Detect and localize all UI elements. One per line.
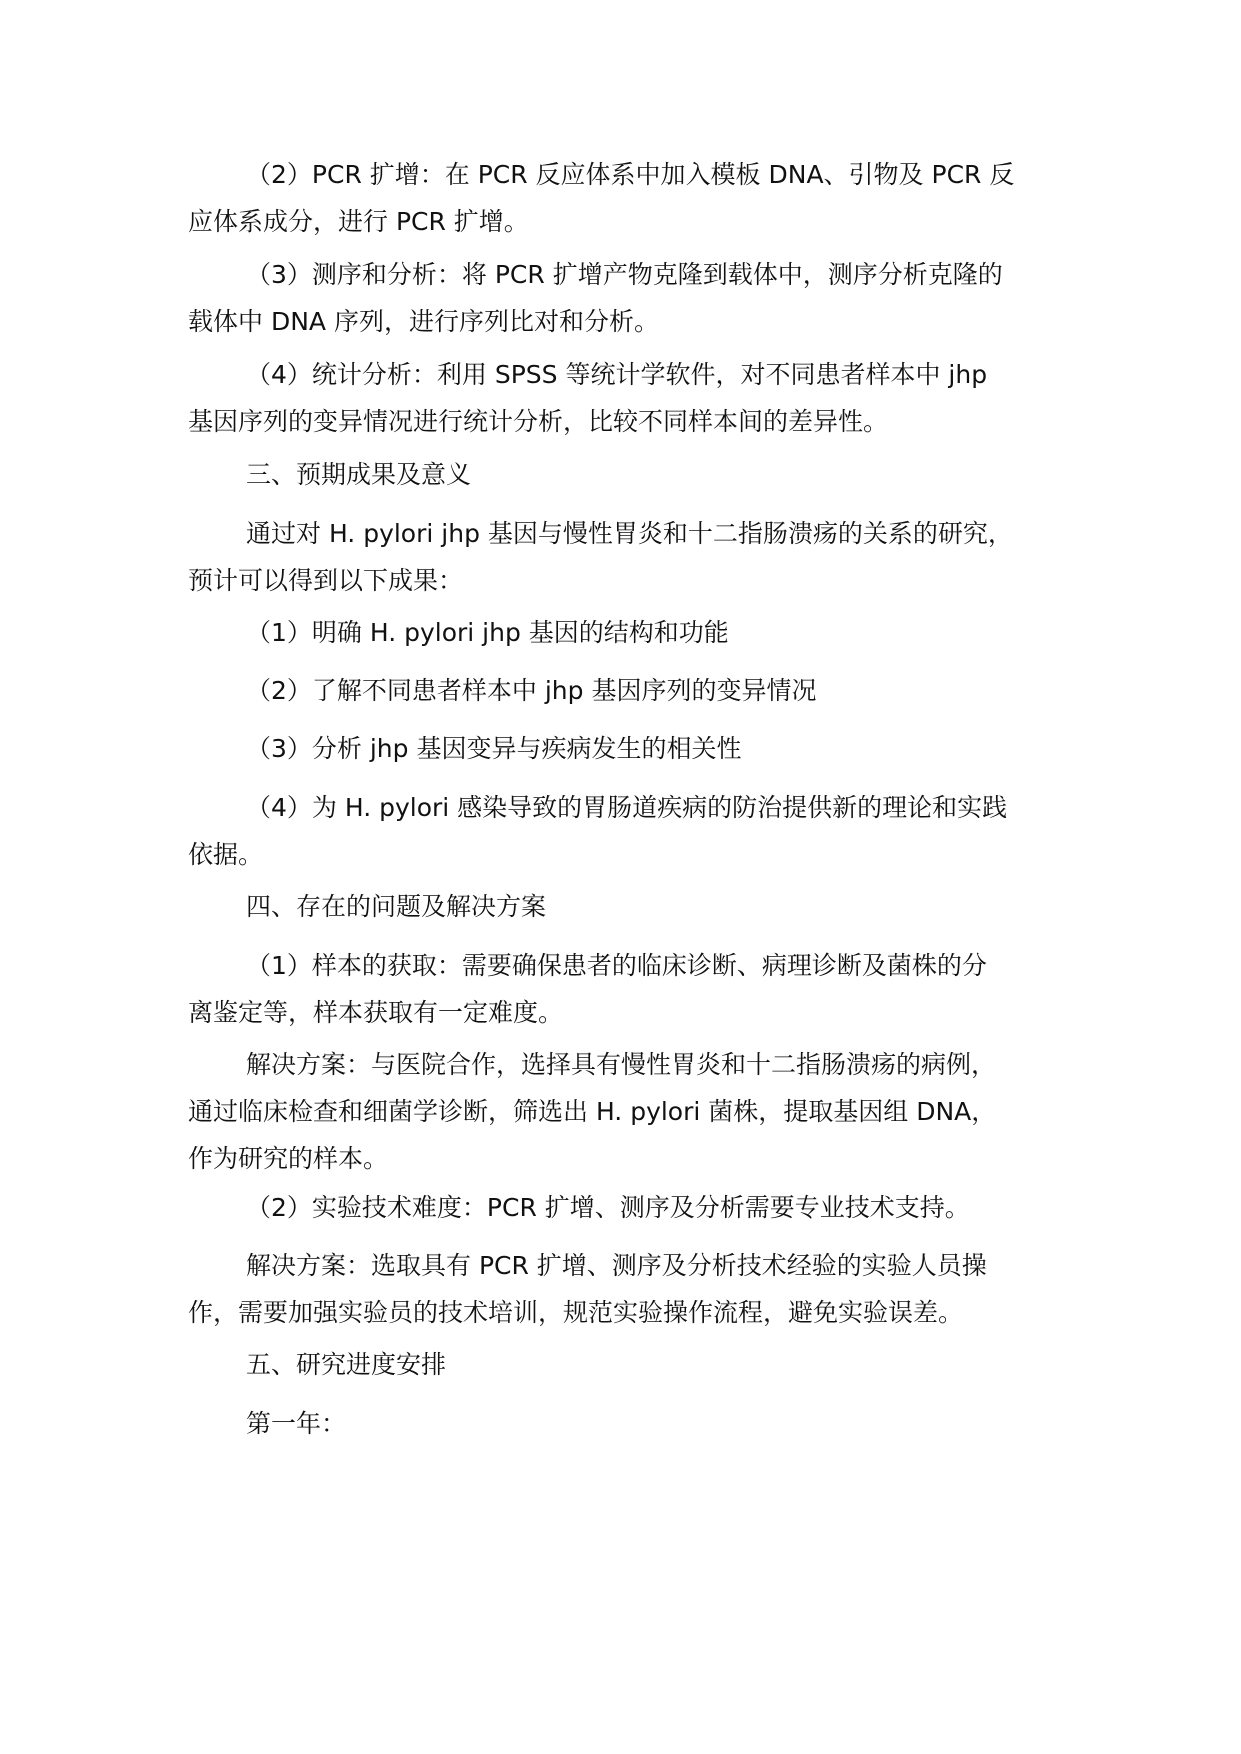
text-line: （2）PCR 扩增：在 PCR 反应体系中加入模板 DNA、引物及 PCR 反 — [246, 160, 1015, 189]
paragraph-pcr-amplification — [188, 151, 1088, 245]
text-line: （4）统计分析：利用 SPSS 等统计学软件，对不同患者样本中 jhp — [246, 360, 988, 389]
text-line: （4）为 H. pylori 感染导致的胃肠道疾病的防治提供新的理论和实践 — [246, 793, 1008, 822]
text-line: 载体中 DNA 序列，进行序列比对和分析。 — [188, 307, 659, 336]
list-item-result-1 — [188, 609, 1088, 656]
paragraph-solution-1 — [188, 1041, 1088, 1182]
text-line: 基因序列的变异情况进行统计分析，比较不同样本间的差异性。 — [188, 407, 889, 436]
text-line: 离鉴定等，样本获取有一定难度。 — [188, 998, 564, 1027]
text-line: （1）样本的获取：需要确保患者的临床诊断、病理诊断及菌株的分 — [246, 951, 987, 980]
text-line: （2）了解不同患者样本中 jhp 基因序列的变异情况 — [246, 676, 817, 705]
text-line: 第一年： — [246, 1409, 347, 1438]
paragraph-expected-intro — [188, 510, 1088, 604]
text-line: 通过对 H. pylori jhp 基因与慢性胃炎和十二指肠溃疡的关系的研究， — [246, 519, 1013, 548]
text-line: 解决方案：与医院合作，选择具有慢性胃炎和十二指肠溃疡的病例， — [246, 1050, 997, 1079]
paragraph-solution-2 — [188, 1242, 1088, 1336]
paragraph-sample-acquisition — [188, 942, 1088, 1036]
text-line: 预计可以得到以下成果： — [188, 566, 464, 595]
text-line: 三、预期成果及意义 — [246, 460, 472, 489]
text-line: 应体系成分，进行 PCR 扩增。 — [188, 207, 529, 236]
text-line: 通过临床检查和细菌学诊断，筛选出 H. pylori 菌株，提取基因组 DNA， — [188, 1097, 997, 1126]
text-line: 四、存在的问题及解决方案 — [246, 892, 547, 921]
text-line: （3）测序和分析：将 PCR 扩增产物克隆到载体中，测序分析克隆的 — [246, 260, 1003, 289]
text-line: （3）分析 jhp 基因变异与疾病发生的相关性 — [246, 734, 742, 763]
text-line: 解决方案：选取具有 PCR 扩增、测序及分析技术经验的实验人员操 — [246, 1251, 987, 1280]
text-line: 作为研究的样本。 — [188, 1144, 389, 1173]
section-heading-problems-solutions — [188, 883, 1088, 930]
text-line: （2）实验技术难度：PCR 扩增、测序及分析需要专业技术支持。 — [246, 1193, 970, 1222]
paragraph-first-year — [188, 1400, 1088, 1447]
list-item-result-2 — [188, 667, 1088, 714]
text-line: 五、研究进度安排 — [246, 1350, 447, 1379]
list-item-result-4 — [188, 784, 1088, 878]
section-heading-expected-results — [188, 451, 1088, 498]
paragraph-sequencing-analysis — [188, 251, 1088, 345]
text-line: （1）明确 H. pylori jhp 基因的结构和功能 — [246, 618, 729, 647]
section-heading-schedule — [188, 1341, 1088, 1388]
text-line: 作，需要加强实验员的技术培训，规范实验操作流程，避免实验误差。 — [188, 1298, 964, 1327]
list-item-result-3 — [188, 725, 1088, 772]
paragraph-statistical-analysis — [188, 351, 1088, 445]
paragraph-technical-difficulty — [188, 1184, 1088, 1231]
text-line: 依据。 — [188, 840, 264, 869]
